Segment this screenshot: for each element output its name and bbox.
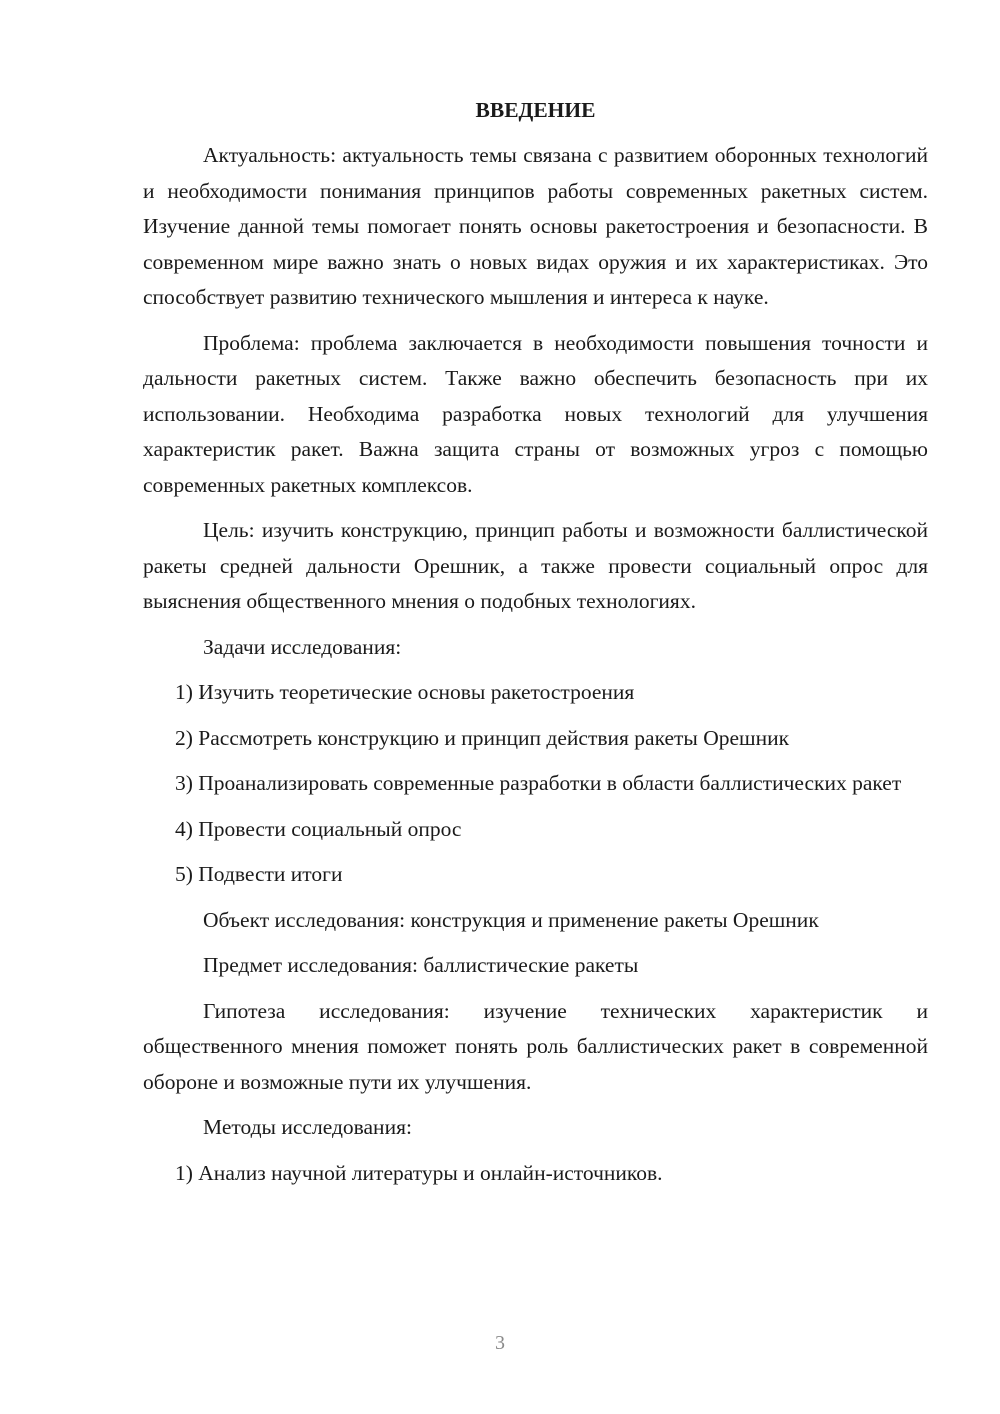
task-item: 1) Изучить теоретические основы ракетостроения: [175, 680, 635, 704]
task-item: 5) Подвести итоги: [175, 862, 343, 886]
goal-paragraph: Цель: изучить конструкцию, принцип работы и возможности баллистической ракеты средней дальности Орешник, а также провести социальный опрос для выяснения общественного мнения о подобных технологиях.: [143, 518, 928, 613]
research-subject: Предмет исследования: баллистические ракеты: [203, 953, 639, 977]
document-page: [143, 92, 928, 1201]
task-item: 2) Рассмотреть конструкцию и принцип действия ракеты Орешник: [175, 725, 790, 750]
problem-paragraph: Проблема: проблема заключается в необходимости повышения точности и дальности ракетных систем. Также важно обеспечить безопасность при их использовании. Необходима разработка новых технологий для улучшения характеристик ракет. Важна защита страны от возможных угроз с помощью современных ракетных комплексов.: [143, 330, 928, 497]
task-item: 4) Провести социальный опрос: [175, 816, 462, 841]
task-item: 3) Проанализировать современные разработки в области баллистических ракет: [175, 771, 902, 795]
relevance-paragraph: Актуальность: актуальность темы связана с развитием оборонных технологий и необходимости понимания принципов работы современных ракетных систем. Изучение данной темы помогает понять основы ракетостроения и безопасности. В современном мире важно знать о новых видах оружия и их характеристиках. Это способствует развитию технического мышления и интереса к науке.: [143, 143, 928, 309]
section-title: ВВЕДЕНИЕ: [475, 98, 596, 122]
research-object: Объект исследования: конструкция и применение ракеты Орешник: [203, 907, 819, 932]
methods-heading: Методы исследования:: [203, 1115, 412, 1139]
method-item: 1) Анализ научной литературы и онлайн-источников.: [175, 1160, 663, 1185]
page-number: 3: [495, 1332, 505, 1354]
tasks-heading: Задачи исследования:: [203, 634, 402, 659]
hypothesis-paragraph: Гипотеза исследования: изучение технических характеристик и общественного мнения поможет понять роль баллистических ракет в современной обороне и возможные пути их улучшения.: [143, 998, 928, 1094]
